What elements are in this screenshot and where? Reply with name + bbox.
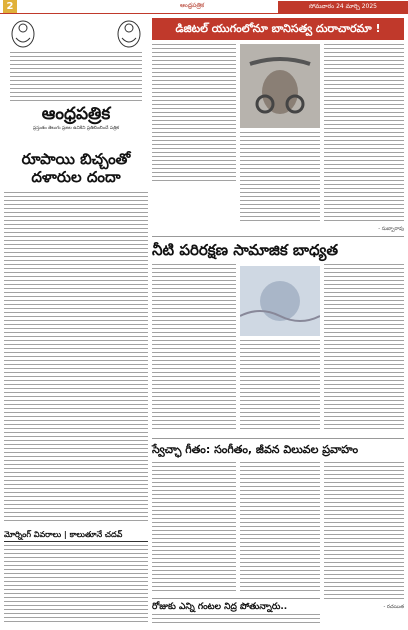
byline: - సుబ్బారావు	[378, 226, 404, 232]
freedom-article-text-3	[324, 462, 404, 602]
water-article-text-2	[240, 340, 320, 432]
freedom-headline: స్వేచ్ఛా గీతం: సంగీతం, జీవన విలువల ప్రవాహం	[152, 443, 359, 456]
date-strip: సోమవారం 24 మార్చి 2025	[278, 1, 408, 13]
freedom-headline-box	[152, 438, 404, 461]
middle-article-text-2	[240, 132, 320, 224]
box-title: మోర్నింగ్ వివరాలు | కాలుతూనే చదవ్	[4, 530, 148, 542]
rupee-headline	[4, 150, 148, 186]
byline-2: - రచయిత	[383, 604, 404, 610]
sleep-article-text	[152, 614, 320, 626]
page-number: 2	[3, 0, 17, 13]
rupee-headline-line2: దళారుల దందా	[31, 168, 121, 186]
masthead-subtitle: ప్రస్తుతం తెలుగు ప్రజల ఉనికిని ప్రతిబింబించే పత్రిక	[33, 126, 119, 131]
water-headline-box	[152, 236, 404, 263]
rupee-headline-line1: రూపాయి బిచ్చంతో	[21, 150, 131, 168]
deity-emblem-icon	[116, 18, 142, 48]
masthead-text	[10, 52, 142, 104]
sleep-headline-box	[152, 598, 320, 615]
box-body	[4, 545, 148, 623]
page-header	[0, 0, 408, 14]
main-headline: డిజిటల్ యుగంలోనూ బానిసత్వ దురాచారమా !	[175, 22, 381, 35]
water-headline: నీటి పరిరక్షణ సామాజిక బాధ్యత	[152, 241, 339, 259]
water-article-text-3	[324, 264, 404, 432]
freedom-article-text-2	[240, 462, 320, 594]
deity-emblem-icon	[10, 18, 36, 48]
masthead	[4, 16, 148, 140]
water-photo	[240, 266, 320, 336]
chain-photo	[240, 44, 320, 128]
freedom-article-text	[152, 462, 236, 594]
middle-article-text	[152, 44, 236, 184]
water-article-text	[152, 264, 236, 432]
main-headline-bar	[152, 18, 404, 40]
paper-name: ఆంధ్రపత్రిక	[180, 2, 205, 9]
right-article-text	[324, 44, 404, 224]
sleep-headline: రోజుకు ఎన్ని గంటల నిద్ర పోతున్నారు..	[152, 602, 288, 612]
left-article-body	[4, 192, 148, 524]
masthead-title: ఆంధ్రపత్రిక	[41, 104, 111, 124]
